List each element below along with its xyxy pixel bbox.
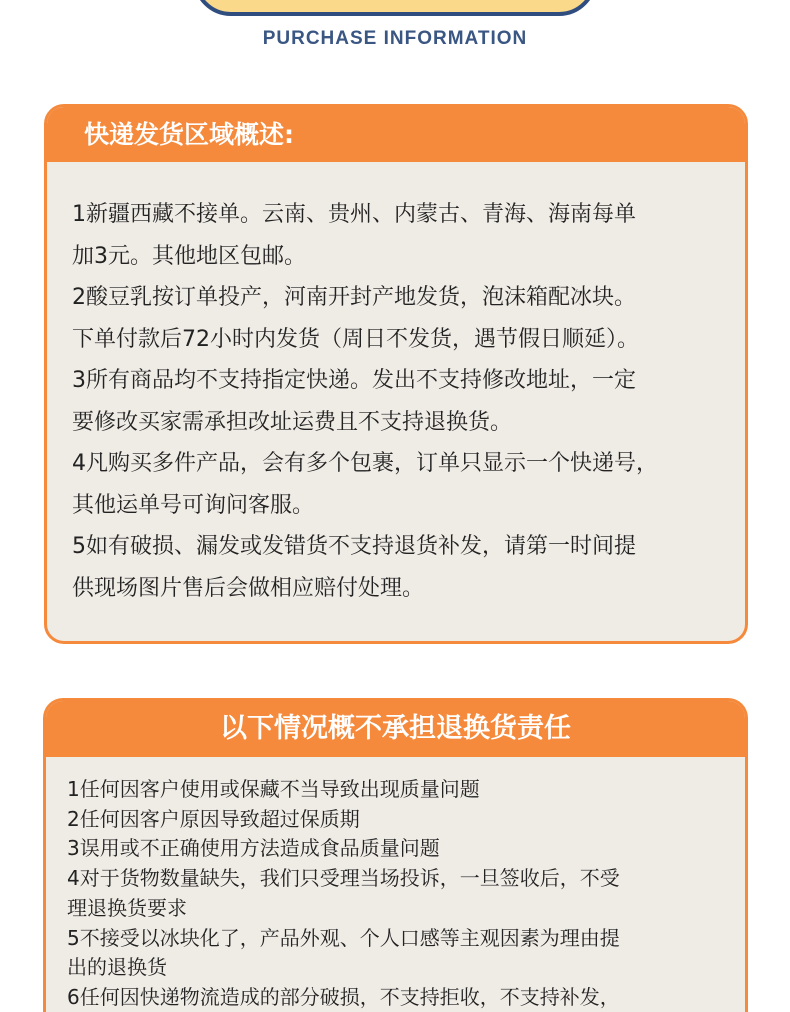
returns-rule-line: 出的退换货 — [67, 955, 167, 980]
returns-rule-line: 5不接受以冰块化了，产品外观、个人口感等主观因素为理由提 — [67, 925, 620, 950]
shipping-info-card — [44, 104, 748, 644]
shipping-rule-line: 2酸豆乳按订单投产，河南开封产地发货，泡沫箱配冰块。 — [72, 285, 636, 310]
banner-subtitle: PURCHASE INFORMATION — [262, 28, 528, 49]
shipping-rules-list — [72, 194, 734, 609]
shipping-rule-line: 1新疆西藏不接单。云南、贵州、内蒙古、青海、海南每单 — [72, 202, 636, 227]
returns-rule-line: 2任何因客户原因导致超过保质期 — [67, 806, 360, 831]
returns-card-header — [46, 701, 745, 757]
shipping-rule-line: 供现场图片售后会做相应赔付处理。 — [72, 575, 425, 601]
shipping-rule-line: 其他运单号可询问客服。 — [72, 492, 315, 518]
shipping-rule-line: 下单付款后72小时内发货（周日不发货，遇节假日顺延）。 — [72, 326, 639, 352]
shipping-rule-line: 5如有破损、漏发或发错货不支持退货补发，请第一时间提 — [72, 534, 636, 559]
returns-policy-card — [43, 698, 748, 1012]
banner-pill — [193, 0, 597, 16]
returns-rule-line: 理退换货要求 — [67, 895, 187, 920]
shipping-rule-line: 加3元。其他地区包邮。 — [72, 243, 306, 269]
returns-rule-line: 3误用或不正确使用方法造成食品质量问题 — [67, 836, 440, 861]
returns-card-title: 以下情况概不承担退换货责任 — [220, 713, 571, 744]
shipping-rule-line: 3所有商品均不支持指定快递。发出不支持修改地址，一定 — [72, 368, 636, 393]
returns-rule-line: 6任何因快递物流造成的部分破损，不支持拒收，不支持补发， — [67, 984, 620, 1009]
shipping-card-header — [47, 107, 745, 162]
returns-rules-list — [67, 775, 737, 1012]
returns-rule-line: 1任何因客户使用或保藏不当导致出现质量问题 — [67, 777, 480, 801]
shipping-rule-line: 要修改买家需承担改址运费且不支持退换货。 — [72, 409, 513, 435]
returns-rule-line: 4对于货物数量缺失，我们只受理当场投诉，一旦签收后，不受 — [67, 866, 620, 891]
shipping-rule-line: 4凡购买多件产品，会有多个包裹，订单只显示一个快递号， — [72, 451, 658, 476]
shipping-card-title: 快递发货区域概述: — [84, 120, 294, 149]
